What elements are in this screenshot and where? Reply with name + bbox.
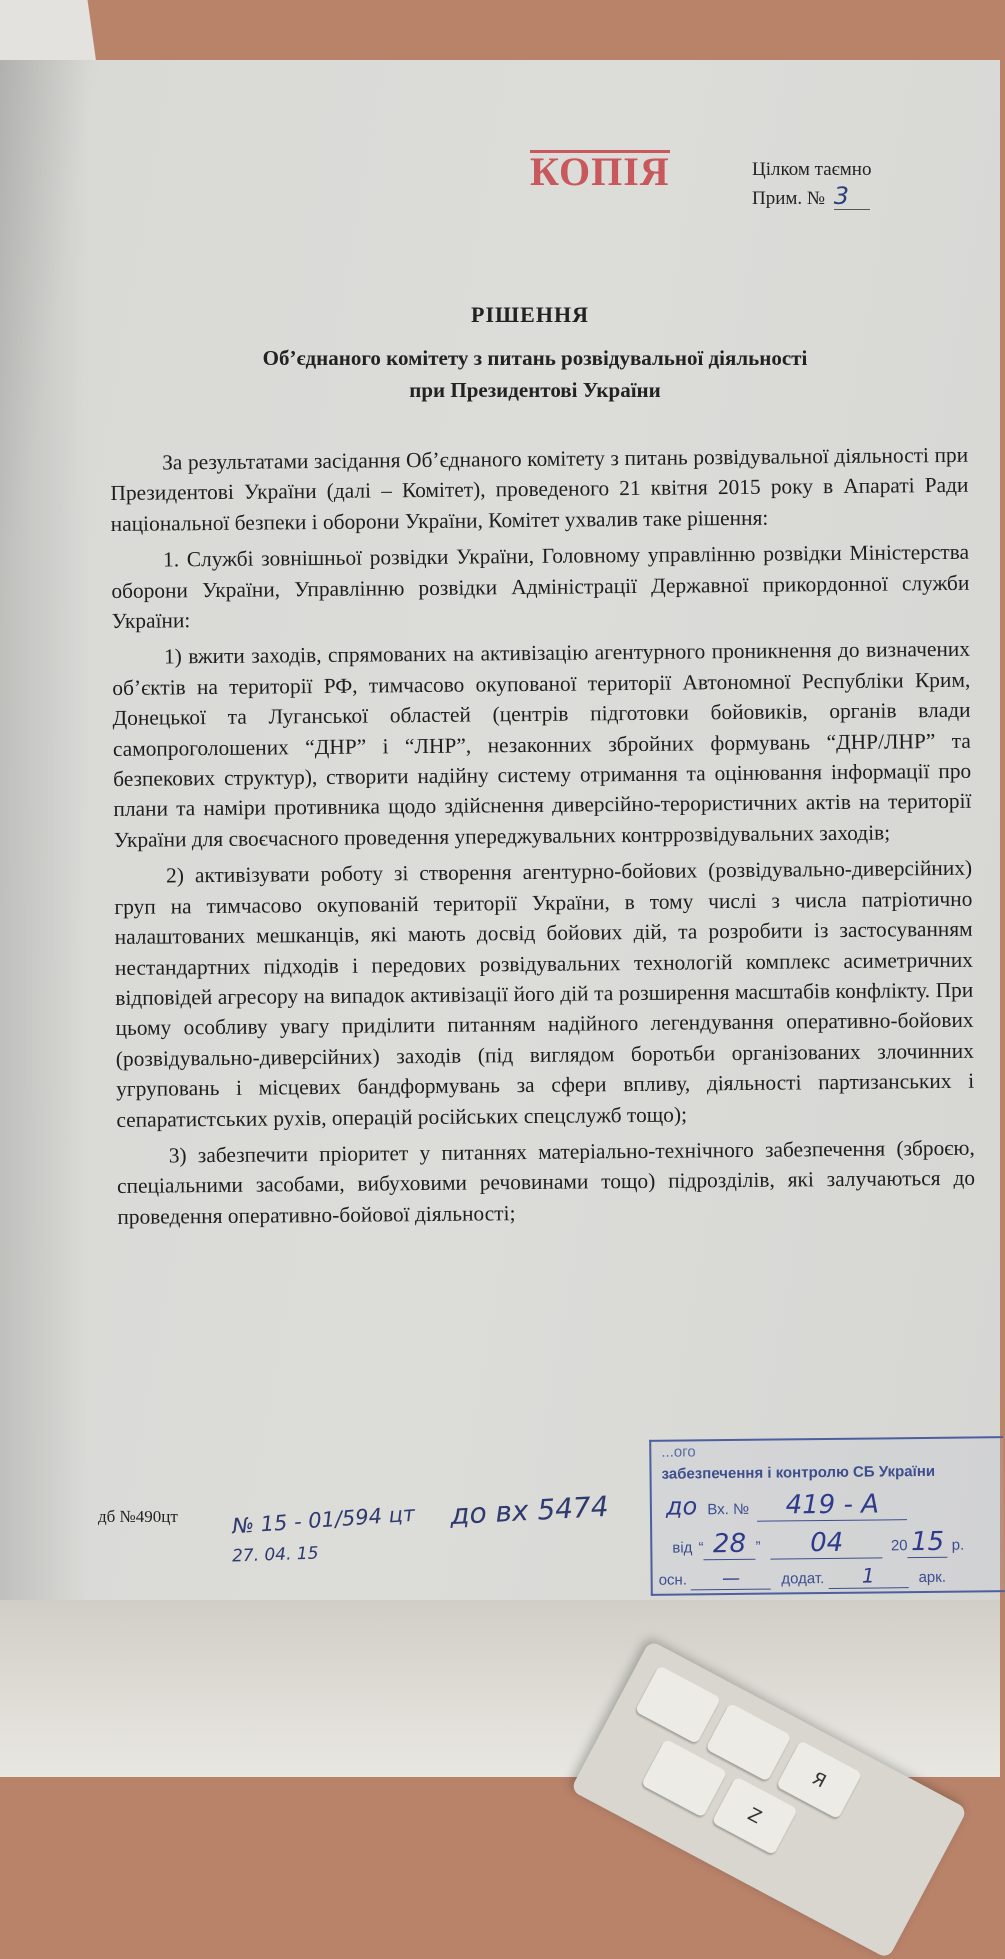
classification-block xyxy=(752,157,871,212)
handwritten-registration-note: до вх 5474 xyxy=(449,1489,610,1532)
handwritten-outgoing-number: № 15 - 01/594 цт xyxy=(231,1501,416,1539)
stamp-month: 04 xyxy=(771,1527,883,1559)
copy-stamp: КОПІЯ xyxy=(530,149,670,194)
stamp-ark-label: арк. xyxy=(918,1568,947,1587)
document-reference: дб №490цт xyxy=(98,1507,178,1526)
paragraph-item-1: 1. Службі зовнішньої розвідки України, Головному управлінню розвідки Міністерства оборони України, Управлінню розвідки Адміністрації Державної прикордонної служби України: xyxy=(111,539,970,634)
document-body xyxy=(110,440,976,1238)
handwritten-outgoing-date: 27. 04. 15 xyxy=(231,1543,319,1567)
copy-number-line xyxy=(752,183,871,212)
keyboard-key xyxy=(635,1665,721,1744)
copy-number-label: Прим. № xyxy=(752,188,826,209)
paragraph-intro: За результатами засідання Об’єднаного комітету з питань розвідувальної діяльності при Президентові України (далі – Комітет), проведеного 21 квітня 2015 року в Апараті Ради національної безпеки і оборони України, Комітет ухвалив таке рішення: xyxy=(110,442,969,536)
stamp-day: 28 xyxy=(703,1529,755,1561)
keyboard-key-z: Z xyxy=(712,1776,798,1855)
stamp-osn-value: — xyxy=(691,1568,771,1591)
document-title: РІШЕННЯ xyxy=(471,302,589,327)
stamp-year-unit: р. xyxy=(951,1536,965,1554)
stamp-year-prefix: 20 xyxy=(890,1537,908,1555)
registration-stamp xyxy=(649,1436,1005,1596)
stamp-dodat-value: 1 xyxy=(828,1563,908,1589)
subtitle-line-2: при Президентові України xyxy=(409,378,661,402)
stamp-date-row: від “ 28 ” 04 20 15 р. xyxy=(672,1526,965,1560)
document-subtitle xyxy=(175,342,895,406)
stamp-incoming-row xyxy=(666,1489,908,1523)
paragraph-subitem-1: 1) вжити заходів, спрямованих на активізацію агентурного проникнення до визначених об’єктів на території РФ, тимчасово окупованої території Автономної Республіки Крим, Донецької та Луганської областей (центрів підготовки бойовиків, органів влади самопроголошених “ДНР” і “ЛНР”, незаконних збройних формувань “ДНР/ЛНР” та безпекових структур), створити надійну систему отримання та оцінювання інформації про плани та наміри противника щодо здійснення диверсійно-терористичних актів на території України для своєчасного проведення упереджувальних контррозвідувальних заходів; xyxy=(112,637,972,852)
stamp-header: забезпечення і контролю СБ України xyxy=(661,1462,936,1483)
keyboard-key-ya: Я xyxy=(776,1740,862,1819)
paragraph-subitem-2: 2) активізувати роботу зі створення агентурно-бойових (розвідувально-диверсійних) груп на тимчасово окупованій території України, в тому числі з числа патріотично налаштованих мешканців, які мають досвід бойових дій, та розробити із застосуванням нестандартних підходів і передових розвідувальних технологій комплекс асиметричних відповідей агресору на випадок активізації його дій та розширення масштабів конфлікту. При цьому особливу увагу приділити питанням надійного легендування оперативно-бойових (розвідувально-диверсійних) заходів (під виглядом боротьби організованих злочинних угруповань і місцевих бандформувань за сфери впливу, діяльності партизанських і сепаратистських рухів, операцій російських спецслужб тощо); xyxy=(114,856,975,1132)
stamp-header-partial: ...ого xyxy=(661,1443,696,1461)
paragraph-subitem-3: 3) забезпечити пріоритет у питаннях матеріально-технічного забезпечення (зброєю, спеціальними засобами, вибуховими речовинами тощо) підрозділів, які залучаються до проведення оперативно-бойової діяльності; xyxy=(116,1135,976,1229)
stamp-osn-label: осн. xyxy=(658,1571,688,1589)
stamp-year-suffix: 15 xyxy=(907,1527,947,1558)
stamp-incoming-number: 419 - А xyxy=(757,1489,907,1522)
subtitle-line-1: Об’єднаного комітету з питань розвідувальної діяльності xyxy=(262,346,808,370)
page-shadow xyxy=(0,60,90,1600)
stamp-dodat-label: додат. xyxy=(781,1570,825,1588)
classification-label: Цілком таємно xyxy=(752,159,872,180)
stamp-date-label: від xyxy=(672,1539,693,1557)
stamp-incoming-prefix: до xyxy=(665,1492,698,1521)
copy-number-handwritten: 3 xyxy=(834,183,870,210)
stamp-sheets-row xyxy=(659,1563,947,1591)
stamp-incoming-label: Вх. № xyxy=(707,1500,750,1519)
